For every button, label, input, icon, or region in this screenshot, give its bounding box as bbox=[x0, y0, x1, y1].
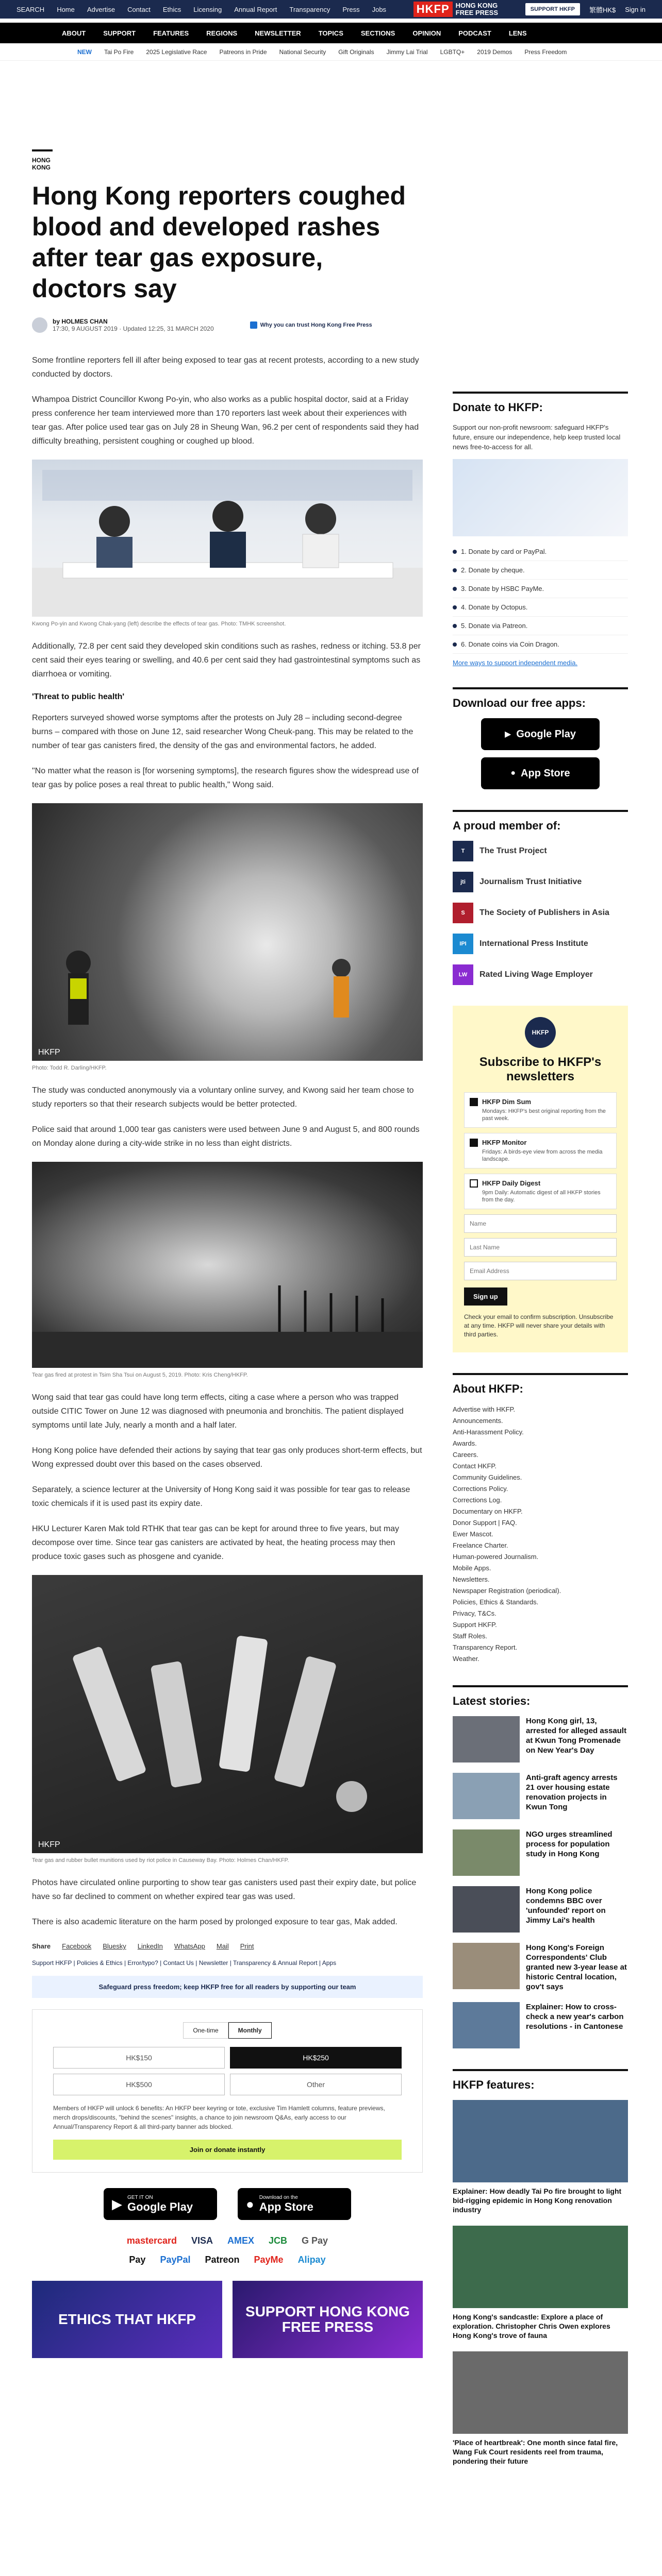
alipay-logo: Alipay bbox=[297, 2255, 326, 2265]
tag-link[interactable]: Press Freedom bbox=[524, 48, 567, 56]
play-icon: ▶ bbox=[112, 2196, 122, 2212]
share-bluesky-link[interactable]: Bluesky bbox=[103, 1942, 126, 1950]
story-thumbnail bbox=[453, 1829, 520, 1876]
method-label: 6. Donate coins via Coin Dragon. bbox=[461, 640, 559, 648]
member-org[interactable] bbox=[453, 934, 628, 954]
name-input[interactable] bbox=[464, 1214, 617, 1233]
utility-link-search[interactable]: SEARCH bbox=[16, 5, 45, 13]
checkbox-checked[interactable] bbox=[470, 1139, 478, 1147]
payme-logo: PayMe bbox=[254, 2255, 284, 2265]
donate-title: Donate to HKFP: bbox=[453, 392, 628, 414]
paragraph: There is also academic literature on the harm posed by prolonged exposure to tear gas, Mak added. bbox=[32, 1918, 398, 1926]
about-link[interactable]: Privacy, T&Cs. bbox=[453, 1609, 496, 1617]
logo-text bbox=[456, 2, 498, 16]
donation-widget bbox=[32, 2009, 423, 2173]
utility-link-advertise[interactable]: Advertise bbox=[87, 5, 115, 13]
sidebar-google-play-badge[interactable] bbox=[481, 718, 600, 750]
jcb-logo: JCB bbox=[269, 2235, 288, 2246]
donation-methods bbox=[453, 543, 628, 654]
utility-link-press[interactable]: Press bbox=[342, 5, 360, 13]
about-panel bbox=[453, 1373, 628, 1665]
nav-opinion[interactable]: OPINION bbox=[412, 29, 441, 37]
option-desc: Fridays: A birds-eye view from across the media landscape. bbox=[482, 1149, 603, 1162]
option-title: HKFP Dim Sum bbox=[482, 1098, 532, 1106]
bullet-icon bbox=[453, 642, 457, 647]
nav-topics[interactable]: TOPICS bbox=[318, 29, 343, 37]
story-headline: Anti-graft agency arrests 21 over housing estate renovation projects in Kwun Tong bbox=[526, 1773, 618, 1811]
article-photo-tear-gas-street bbox=[32, 803, 423, 1061]
donation-method[interactable] bbox=[453, 598, 628, 617]
photo-caption: Tear gas and rubber bullet munitions used by riot police in Causeway Bay. Photo: Holmes Chan/HKFP. bbox=[32, 1857, 289, 1863]
hkfp-logo-icon: HKFP bbox=[525, 1017, 556, 1048]
story-item[interactable] bbox=[453, 1886, 628, 1933]
byline bbox=[32, 317, 423, 333]
apple-icon: ● bbox=[510, 769, 516, 777]
story-thumbnail bbox=[453, 1943, 520, 1989]
about-link[interactable]: Anti-Harassment Policy. bbox=[453, 1428, 524, 1436]
applepay-logo: Pay bbox=[129, 2255, 146, 2265]
photo-caption: Tear gas fired at protest in Tsim Sha Tsui on August 5, 2019. Photo: Kris Cheng/HKFP. bbox=[32, 1372, 248, 1378]
apps-title: Download our free apps: bbox=[453, 687, 628, 710]
apple-icon: ● bbox=[246, 2196, 254, 2212]
story-headline: NGO urges streamlined process for population study in Hong Kong bbox=[526, 1830, 613, 1858]
byline-text bbox=[53, 318, 214, 332]
publish-date: 17:30, 9 AUGUST 2019 · Updated 12:25, 31 MARCH 2020 bbox=[53, 325, 214, 332]
about-link[interactable]: Corrections Log. bbox=[453, 1496, 502, 1504]
trust-link[interactable] bbox=[250, 321, 372, 329]
option-desc: 9pm Daily: Automatic digest of all HKFP stories from the day. bbox=[482, 1190, 601, 1203]
bullet-icon bbox=[453, 587, 457, 591]
app-store-badges bbox=[32, 2188, 423, 2220]
tag-link[interactable]: Tai Po Fire bbox=[104, 48, 134, 56]
paragraph: The study was conducted anonymously via a voluntary online survey, and Kwong said her team chose to study reporters so that their research subjects would be better protected. bbox=[32, 1086, 414, 1109]
photo-caption: Kwong Po-yin and Kwong Chak-yang (left) describe the effects of tear gas. Photo: TMHK screenshot. bbox=[32, 621, 286, 627]
badge-large-text: App Store bbox=[259, 2200, 313, 2213]
trending-tag-bar bbox=[0, 43, 662, 61]
author-name[interactable]: by HOLMES CHAN bbox=[53, 318, 108, 325]
about-link[interactable]: Weather. bbox=[453, 1655, 479, 1663]
paragraph: Police said that around 1,000 tear gas canisters were used between June 9 and August 5, and 800 rounds on Monday alone during a city-wide strike in no less than eight districts. bbox=[32, 1125, 420, 1148]
badge-large-text: Google Play bbox=[127, 2200, 193, 2213]
amount-option-other[interactable]: Other bbox=[230, 2074, 402, 2095]
utility-link-ethics[interactable]: Ethics bbox=[162, 5, 181, 13]
living-wage-icon: LW bbox=[453, 964, 473, 985]
checkbox[interactable] bbox=[470, 1179, 478, 1188]
badge-label: App Store bbox=[521, 767, 570, 779]
bullet-icon bbox=[453, 605, 457, 609]
about-link[interactable]: Advertise with HKFP. bbox=[453, 1405, 516, 1413]
article-photo-press-conference bbox=[32, 460, 423, 617]
nav-sections[interactable]: SECTIONS bbox=[360, 29, 395, 37]
checkbox-checked[interactable] bbox=[470, 1098, 478, 1106]
method-label: 3. Donate by HSBC PayMe. bbox=[461, 585, 544, 592]
amount-options bbox=[53, 2047, 402, 2095]
tag-link[interactable]: LGBTQ+ bbox=[440, 48, 465, 56]
one-time-option[interactable]: One-time bbox=[183, 2022, 228, 2039]
method-label: 5. Donate via Patreon. bbox=[461, 622, 528, 630]
top-utility-bar bbox=[0, 0, 662, 19]
about-link[interactable]: Donor Support | FAQ. bbox=[453, 1519, 517, 1527]
app-store-badge[interactable] bbox=[238, 2188, 351, 2220]
ethics-banner[interactable]: ETHICS THAT HKFP bbox=[32, 2281, 222, 2358]
more-ways-link[interactable]: More ways to support independent media. bbox=[453, 659, 578, 667]
member-org[interactable] bbox=[453, 903, 628, 923]
about-link[interactable]: Transparency Report. bbox=[453, 1643, 518, 1651]
member-org[interactable] bbox=[453, 964, 628, 985]
new-label: NEW bbox=[77, 48, 92, 56]
tag-link[interactable]: Jimmy Lai Trial bbox=[386, 48, 428, 56]
paragraph: Hong Kong police have defended their actions by saying that tear gas only produces short-term effects, but Wong expressed doubt over this based on the cases observed. bbox=[32, 1446, 422, 1469]
frequency-toggle bbox=[53, 2022, 402, 2039]
amount-option[interactable]: HK$150 bbox=[53, 2047, 225, 2069]
method-label: 2. Donate by cheque. bbox=[461, 566, 525, 574]
member-org[interactable] bbox=[453, 841, 628, 861]
photo-watermark-hkfp: HKFP bbox=[38, 1048, 60, 1057]
utility-links bbox=[16, 6, 386, 13]
article-footer-links[interactable]: Support HKFP | Policies & Ethics | Error/typo? | Contact Us | Newsletter | Transparency & Annual Report | Apps bbox=[32, 1959, 337, 1967]
newsletter-note: Check your email to confirm subscription. Unsubscribe at any time. HKFP will never share your details with third parties. bbox=[464, 1313, 614, 1338]
tag-link[interactable]: 2025 Legislative Race bbox=[146, 48, 207, 56]
about-links bbox=[453, 1404, 628, 1665]
donation-method[interactable] bbox=[453, 561, 628, 580]
donation-method[interactable] bbox=[453, 580, 628, 598]
feature-item[interactable] bbox=[453, 2226, 628, 2340]
article-title: Hong Kong reporters coughed blood and developed rashes after tear gas exposure, doctors say bbox=[32, 181, 406, 303]
email-input[interactable] bbox=[464, 1262, 617, 1280]
sign-in-link[interactable]: Sign in bbox=[625, 5, 646, 13]
story-headline: Hong Kong's Foreign Correspondents' Club granted new 3-year lease at historic Central location, gov't says bbox=[526, 1943, 627, 1991]
features-panel bbox=[453, 2069, 628, 2466]
latest-title: Latest stories: bbox=[453, 1685, 628, 1708]
story-headline: Explainer: How to cross-check a new year's carbon resolutions - in Cantonese bbox=[526, 2003, 624, 2031]
story-thumbnail bbox=[453, 1716, 520, 1762]
donation-method[interactable] bbox=[453, 635, 628, 654]
share-mail-link[interactable]: Mail bbox=[216, 1942, 229, 1950]
newsletter-option[interactable] bbox=[464, 1092, 617, 1128]
utility-link-transparency[interactable]: Transparency bbox=[289, 5, 330, 13]
payment-logos-row-2 bbox=[32, 2255, 423, 2265]
badge-small-text: Download on the bbox=[259, 2194, 298, 2200]
paragraph: Wong said that tear gas could have long term effects, citing a case where a person who was trapped outside CITIC Tower on June 12 was diagnosed with pneumonia and bronchitis. The patient displayed symptoms until late July, nearly a month and a half later. bbox=[32, 1393, 404, 1430]
ipi-icon: IPI bbox=[453, 934, 473, 954]
story-item[interactable] bbox=[453, 1773, 628, 1819]
story-headline: Hong Kong police condemns BBC over 'unfounded' report on Jimmy Lai's health bbox=[526, 1887, 606, 1925]
donation-method[interactable] bbox=[453, 617, 628, 635]
amount-option[interactable]: HK$500 bbox=[53, 2074, 225, 2095]
about-link[interactable]: Staff Roles. bbox=[453, 1632, 487, 1640]
share-print-link[interactable]: Print bbox=[240, 1942, 254, 1950]
nav-podcast[interactable]: PODCAST bbox=[458, 29, 491, 37]
nav-features[interactable]: FEATURES bbox=[153, 29, 189, 37]
about-link[interactable]: Careers. bbox=[453, 1451, 478, 1459]
feature-image bbox=[453, 2100, 628, 2182]
author-avatar bbox=[32, 317, 47, 333]
bullet-icon bbox=[453, 550, 457, 554]
newsletter-title: Subscribe to HKFP's newsletters bbox=[479, 1055, 602, 1083]
about-link[interactable]: Community Guidelines. bbox=[453, 1473, 522, 1481]
share-bar bbox=[32, 1942, 423, 1950]
member-name: Journalism Trust Initiative bbox=[479, 877, 582, 886]
tsim-sha-tsui-illustration bbox=[32, 1162, 423, 1368]
main-navigation bbox=[0, 23, 662, 43]
utility-link-contact[interactable]: Contact bbox=[127, 5, 151, 13]
about-link[interactable]: Documentary on HKFP. bbox=[453, 1507, 523, 1515]
utility-right bbox=[525, 3, 646, 15]
about-link[interactable]: Policies, Ethics & Standards. bbox=[453, 1598, 539, 1606]
feature-image bbox=[453, 2226, 628, 2308]
paragraph: "No matter what the reason is [for worsening symptoms], the research figures show the widespread use of tear gas by police poses a real threat to public health," Wong said. bbox=[32, 767, 419, 789]
paragraph: Some frontline reporters fell ill after being exposed to tear gas at recent protests, according to a new study conducted by doctors. bbox=[32, 356, 419, 379]
about-link[interactable]: Contact HKFP. bbox=[453, 1462, 497, 1470]
support-strip[interactable]: Safeguard press freedom; keep HKFP free for all readers by supporting our team bbox=[32, 1976, 423, 1998]
newsletter-option[interactable] bbox=[464, 1174, 617, 1209]
feature-item[interactable] bbox=[453, 2351, 628, 2466]
option-title: HKFP Monitor bbox=[482, 1139, 527, 1146]
share-whatsapp-link[interactable]: WhatsApp bbox=[174, 1942, 205, 1950]
method-label: 4. Donate by Octopus. bbox=[461, 603, 528, 611]
trust-label: Why you can trust Hong Kong Free Press bbox=[260, 322, 372, 328]
about-link[interactable]: Ewer Mascot. bbox=[453, 1530, 493, 1538]
paragraph: Photos have circulated online purporting to show tear gas canisters used past their expiry date, but police have so far declined to comment on whether expired tear gas was used. bbox=[32, 1878, 417, 1901]
story-thumbnail bbox=[453, 1773, 520, 1819]
share-label: Share bbox=[32, 1942, 51, 1950]
nav-support[interactable]: SUPPORT bbox=[103, 29, 136, 37]
jti-icon: jti bbox=[453, 872, 473, 892]
site-logo[interactable] bbox=[413, 2, 498, 17]
about-link[interactable]: Corrections Policy. bbox=[453, 1485, 508, 1493]
donate-illustration bbox=[453, 459, 628, 536]
google-play-text bbox=[127, 2195, 193, 2214]
about-link[interactable]: Freelance Charter. bbox=[453, 1541, 508, 1549]
munitions-illustration bbox=[32, 1575, 423, 1853]
story-item[interactable] bbox=[453, 1829, 628, 1876]
option-desc: Mondays: HKFP's best original reporting from the past week. bbox=[482, 1108, 606, 1122]
story-thumbnail bbox=[453, 1886, 520, 1933]
paragraph: Additionally, 72.8 per cent said they developed skin conditions such as rashes, redness or itching. 53.8 per cent said their eyes tearing or swelling, and 40.6 per cent said they had gastrointestinal symptoms such as diarrhoea or vomiting. bbox=[32, 642, 421, 679]
donate-intro[interactable]: Support our non-profit newsroom: safeguard HKFP's future, ensure our independence, help keep trusted local news free-to-access for all. bbox=[453, 423, 621, 451]
utility-link-jobs[interactable]: Jobs bbox=[372, 5, 387, 13]
nav-lens[interactable]: LENS bbox=[508, 29, 527, 37]
share-linkedin-link[interactable]: LinkedIn bbox=[137, 1942, 163, 1950]
tag-link[interactable]: 2019 Demos bbox=[477, 48, 512, 56]
about-link[interactable]: Newsletters. bbox=[453, 1575, 490, 1583]
section-tag[interactable]: HONG KONG bbox=[32, 149, 53, 171]
about-link[interactable]: Announcements. bbox=[453, 1417, 503, 1425]
newsletter-signup bbox=[453, 1006, 628, 1352]
utility-link-annual-report[interactable]: Annual Report bbox=[234, 5, 277, 13]
latest-stories-panel bbox=[453, 1685, 628, 2048]
member-title: A proud member of: bbox=[453, 810, 628, 833]
paragraph: Whampoa District Councillor Kwong Po-yin, who also works as a public hospital doctor, said at a Friday press conference her team interviewed more than 170 reporters last week about their experiences with tear gas. After police used tear gas on July 28 in Sheung Wan, 96.2 per cent of respondents said they had difficulty breathing, persistent coughing or coughed up blood. bbox=[32, 395, 419, 446]
tag-link[interactable]: Patreons in Pride bbox=[219, 48, 267, 56]
story-item[interactable] bbox=[453, 1716, 628, 1762]
member-name: The Society of Publishers in Asia bbox=[479, 908, 609, 917]
visa-logo: VISA bbox=[191, 2235, 213, 2246]
about-link[interactable]: Human-powered Journalism. bbox=[453, 1553, 539, 1561]
member-name: International Press Institute bbox=[479, 939, 588, 948]
about-link[interactable]: Awards. bbox=[453, 1439, 477, 1447]
google-play-badge[interactable] bbox=[104, 2188, 217, 2220]
about-link[interactable]: Support HKFP. bbox=[453, 1621, 497, 1629]
feature-image bbox=[453, 2351, 628, 2434]
support-banner[interactable]: SUPPORT HONG KONG FREE PRESS bbox=[233, 2281, 423, 2358]
donate-panel bbox=[453, 392, 628, 667]
sidebar bbox=[453, 392, 628, 2486]
language-currency-toggle[interactable]: 繁體HK$ bbox=[589, 6, 616, 14]
photo-caption: Photo: Todd R. Darling/HKFP. bbox=[32, 1065, 107, 1071]
paypal-logo: PayPal bbox=[160, 2255, 191, 2265]
amex-logo: AMEX bbox=[227, 2235, 255, 2246]
monthly-option[interactable]: Monthly bbox=[228, 2022, 272, 2039]
about-title: About HKFP: bbox=[453, 1373, 628, 1396]
support-hkfp-button[interactable]: SUPPORT HKFP bbox=[525, 3, 580, 15]
patreon-logo: Patreon bbox=[205, 2255, 240, 2265]
mastercard-logo: mastercard bbox=[126, 2235, 177, 2246]
tag-link[interactable]: Gift Originals bbox=[338, 48, 374, 56]
nav-newsletter[interactable]: NEWSLETTER bbox=[255, 29, 301, 37]
story-item[interactable] bbox=[453, 1943, 628, 1992]
amount-option-selected[interactable]: HK$250 bbox=[230, 2047, 402, 2069]
member-perks-text: Members of HKFP will unlock 6 benefits: An HKFP beer keyring or tote, exclusive Tim Hamlett columns, feature previews, merch drops/discounts, "behind the scenes" insights, a chance to join newsroom Q&As, early access to our Annual/Transparency Report & all third-party banner ads blocked. bbox=[53, 2105, 385, 2130]
join-donate-button[interactable]: Join or donate instantly bbox=[53, 2140, 402, 2160]
paragraph: HKU Lecturer Karen Mak told RTHK that tear gas can be kept for around three to five years, but may decompose over time. Since tear gas canisters are activated by heat, the heating process may then produce toxic gases such as phosgene and cyanide. bbox=[32, 1524, 400, 1561]
method-label: 1. Donate by card or PayPal. bbox=[461, 548, 547, 555]
paragraph: Separately, a science lecturer at the University of Hong Kong said it was possible for tear gas to release toxic chemicals if it is used past its expiry date. bbox=[32, 1485, 410, 1508]
member-org[interactable] bbox=[453, 872, 628, 892]
trust-project-icon: T bbox=[453, 841, 473, 861]
article-photo-munitions bbox=[32, 1575, 423, 1853]
article-body bbox=[32, 149, 423, 2358]
photo-watermark-hkfp: HKFP bbox=[38, 1840, 60, 1849]
member-name: Rated Living Wage Employer bbox=[479, 970, 593, 979]
logo-line-1: HONG KONG bbox=[455, 2, 498, 9]
feature-headline: Hong Kong's sandcastle: Explore a place of exploration. Christopher Chris Owen explores Hong Kong's trove of fauna bbox=[453, 2313, 610, 2340]
about-link[interactable]: Mobile Apps. bbox=[453, 1564, 491, 1572]
apps-panel bbox=[453, 687, 628, 789]
member-name: The Trust Project bbox=[479, 846, 547, 855]
feature-headline: 'Place of heartbreak': One month since fatal fire, Wang Fuk Court residents reel from trauma, pondering their future bbox=[453, 2438, 618, 2465]
promo-banners bbox=[32, 2281, 423, 2358]
badge-label: Google Play bbox=[516, 728, 576, 740]
subheading: 'Threat to public health' bbox=[32, 692, 125, 701]
story-thumbnail bbox=[453, 2002, 520, 2048]
logo-line-2: FREE PRESS bbox=[455, 9, 499, 16]
share-facebook-link[interactable]: Facebook bbox=[62, 1942, 92, 1950]
feature-item[interactable] bbox=[453, 2100, 628, 2214]
nav-regions[interactable]: REGIONS bbox=[206, 29, 238, 37]
play-icon: ▶ bbox=[505, 730, 511, 739]
newsletter-option[interactable] bbox=[464, 1133, 617, 1168]
sidebar-app-store-badge[interactable] bbox=[481, 757, 600, 789]
logo-box: HKFP bbox=[413, 2, 453, 17]
badge-small-text: GET IT ON bbox=[127, 2194, 153, 2200]
bullet-icon bbox=[453, 568, 457, 572]
donation-method[interactable] bbox=[453, 543, 628, 561]
bullet-icon bbox=[453, 624, 457, 628]
tear-gas-street-illustration bbox=[32, 803, 423, 1061]
about-link[interactable]: Newspaper Registration (periodical). bbox=[453, 1587, 561, 1595]
membership-panel bbox=[453, 810, 628, 985]
last-name-input[interactable] bbox=[464, 1238, 617, 1257]
sopa-icon: S bbox=[453, 903, 473, 923]
payment-logos-row-1 bbox=[32, 2235, 423, 2246]
article-photo-tsim-sha-tsui bbox=[32, 1162, 423, 1368]
story-headline: Hong Kong girl, 13, arrested for alleged assault at Kwun Tong Promenade on New Year's Day bbox=[526, 1717, 627, 1755]
utility-link-licensing[interactable]: Licensing bbox=[193, 5, 222, 13]
paragraph: Reporters surveyed showed worse symptoms after the protests on July 28 – including second-degree burns – compared with those on June 12, said researcher Wong Cheuk-pang. This may be related to the number of tear gas canisters fired, the density of the gas and environmental factors, he added. bbox=[32, 714, 413, 750]
gpay-logo: G Pay bbox=[302, 2235, 328, 2246]
sign-up-button[interactable]: Sign up bbox=[464, 1287, 507, 1306]
features-title: HKFP features: bbox=[453, 2069, 628, 2092]
app-store-text bbox=[259, 2195, 313, 2214]
utility-link-home[interactable]: Home bbox=[57, 5, 75, 13]
story-item[interactable] bbox=[453, 2002, 628, 2048]
trust-icon bbox=[250, 321, 257, 329]
press-conference-illustration bbox=[32, 460, 423, 617]
option-title: HKFP Daily Digest bbox=[482, 1179, 541, 1187]
feature-headline: Explainer: How deadly Tai Po fire brought to light bid-rigging epidemic in Hong Kong renovation industry bbox=[453, 2187, 622, 2214]
tag-link[interactable]: National Security bbox=[279, 48, 326, 56]
nav-about[interactable]: ABOUT bbox=[62, 29, 86, 37]
